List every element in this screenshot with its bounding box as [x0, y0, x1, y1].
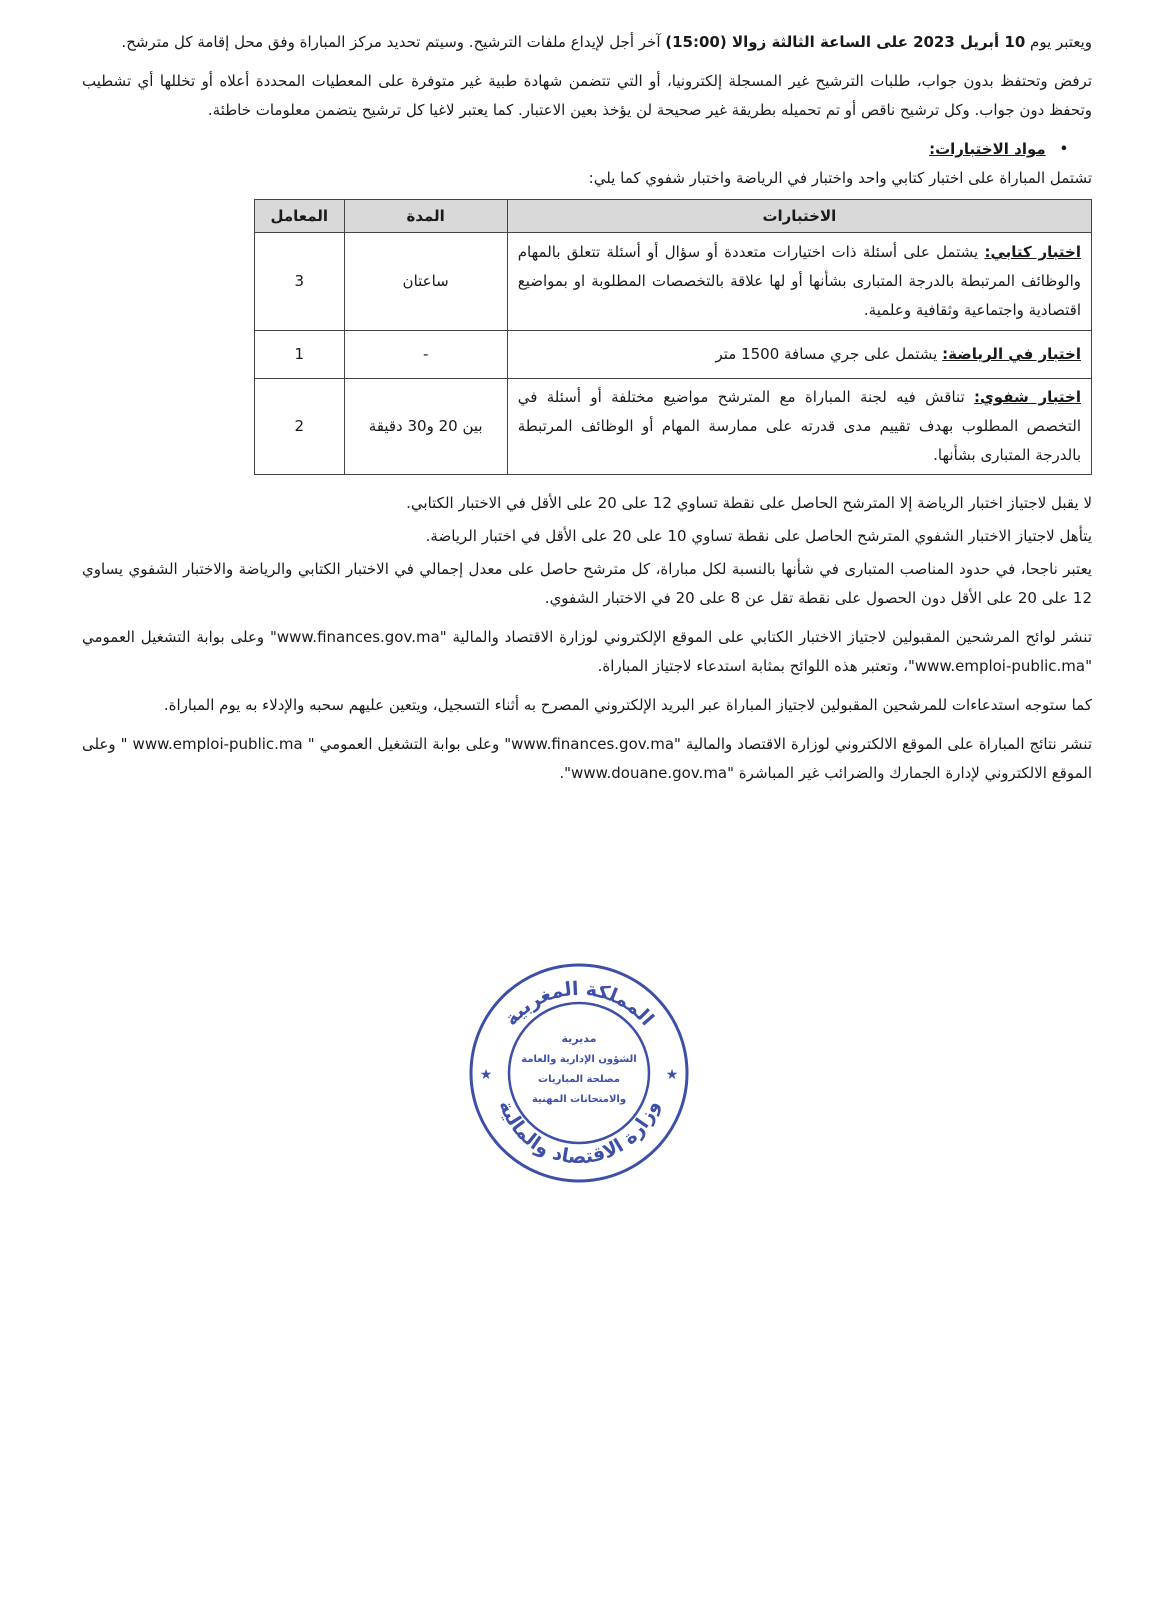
exam-text: يشتمل على أسئلة ذات اختيارات متعددة أو سؤال أو أسئلة تتعلق بالمهام والوظائف المرتبطة بالدرجة المتبارى بشأنها أو لها علاقة بالتخصصات المطلوبة او بمواضيع اقتصادية واجتماعية وثقافية وعلمية. [517, 243, 1081, 319]
finances-url-link[interactable]: www.finances.gov.ma [276, 628, 440, 646]
section-intro: تشتمل المباراة على اختبار كتابي واحد واختبار في الرياضة واختبار شفوي كما يلي: [588, 169, 1092, 187]
stamp-outer-bottom: وزارة الاقتصاد والمالية [494, 1097, 664, 1169]
exam-text: يشتمل على جري مسافة 1500 متر [715, 345, 943, 363]
exam-description [507, 331, 1091, 379]
header-duration: المدة [344, 200, 507, 233]
exams-table [254, 199, 1092, 475]
stamp-line-3: مصلحة المباريات [538, 1074, 620, 1085]
star-icon: ★ [665, 1067, 679, 1083]
exam-label: اختبار في الرياضة: [942, 345, 1081, 363]
stamp-inner-ring [509, 1003, 649, 1143]
exam-duration: - [344, 331, 507, 379]
convocations-paragraph: كما ستوجه استدعاءات للمرشحين المقبولين لاجتياز المباراة عبر البريد الإلكتروني المصرح به أثناء التسجيل، ويتعين عليهم سحبه والإدلاء به يوم المباراة. [163, 696, 1092, 714]
exam-description [507, 233, 1091, 331]
stamp-line-1: مديرية [561, 1032, 597, 1045]
deadline-prefix: ويعتبر يوم [1025, 33, 1092, 51]
results-text: " وعلى الموقع الالكتروني لإدارة الجمارك والضرائب غير المباشرة " [82, 735, 1092, 782]
lists-text: "، وتعتبر هذه اللوائح بمثابة استدعاء لاجتياز المباراة. [597, 657, 915, 675]
section-heading [82, 135, 1092, 164]
lists-publication-paragraph [82, 623, 1092, 681]
table-row [255, 331, 1092, 379]
lists-text: تنشر لوائح المرشحين المقبولين لاجتياز الاختبار الكتابي على الموقع الإلكتروني لوزارة الاقتصاد والمالية " [439, 628, 1092, 646]
oral-access-rule: يتأهل لاجتياز الاختبار الشفوي المترشح الحاصل على نقطة تساوي 10 على 20 على الأقل في اختبار الرياضة. [425, 527, 1092, 545]
exam-coefficient: 3 [255, 233, 345, 331]
deadline-paragraph [82, 28, 1092, 57]
lists-text: " وعلى بوابة التشغيل العمومي " [82, 628, 1092, 675]
table-header-row [255, 200, 1092, 233]
results-text: " وعلى بوابة التشغيل العمومي " [302, 735, 512, 753]
stamp-line-2: الشؤون الإدارية والعامة [521, 1054, 637, 1065]
exam-label: اختبار كتابي: [984, 243, 1081, 261]
exam-text: تناقش فيه لجنة المباراة مع المترشح مواضيع مختلفة أو أسئلة في التخصص المطلوب بهدف تقييم مدى قدرته على ممارسة المهام أو الوظائف المرتبطة بالدرجة المتبارى بشأنها. [517, 388, 1081, 464]
stamp-line-4: والامتحانات المهنية [531, 1094, 627, 1105]
header-coefficient: المعامل [255, 200, 345, 233]
results-text: تنشر نتائج المباراة على الموقع الالكتروني لوزارة الاقتصاد والمالية " [674, 735, 1092, 753]
rejection-paragraph: ترفض وتحتفظ بدون جواب، طلبات الترشيح غير المسجلة إلكترونيا، أو التي تتضمن شهادة طبية غير متوفرة على المعطيات المحددة أعلاه أو تخللها أي تشطيب وتحفظ دون جواب. وكل ترشيح ناقص أو تم تحميله بطريقة غير صحيحة لن يؤخذ بعين الاعتبار. كما يعتبر لاغيا كل ترشيح يتضمن معلومات خاطئة. [82, 72, 1092, 119]
douane-url-link[interactable]: www.douane.gov.ma [571, 764, 728, 782]
exam-duration: بين 20 و30 دقيقة [344, 379, 507, 475]
emploi-url-link[interactable]: www.emploi-public.ma [914, 657, 1086, 675]
bullet-icon: • [1059, 142, 1068, 157]
success-rule: يعتبر ناجحا، في حدود المناصب المتبارى في شأنها بالنسبة لكل مباراة، كل مترشح حاصل على معدل إجمالي في الاختبار الكتابي والرياضة والاختبار الشفوي يساوي 12 على 20 على الأقل دون الحصول على نقطة تقل عن 8 على 20 في الاختبار الشفوي. [82, 560, 1092, 607]
exam-coefficient: 1 [255, 331, 345, 379]
deadline-suffix: آخر أجل لإيداع ملفات الترشيح. وسيتم تحديد مركز المباراة وفق محل إقامة كل مترشح. [121, 33, 666, 51]
exam-coefficient: 2 [255, 379, 345, 475]
table-row [255, 233, 1092, 331]
table-row [255, 379, 1092, 475]
results-publication-paragraph [82, 730, 1092, 788]
deadline-date: 10 أبريل 2023 على الساعة الثالثة زوالا (15:00) [665, 33, 1026, 51]
official-stamp [466, 960, 692, 1186]
exam-duration: ساعتان [344, 233, 507, 331]
exam-label: اختبار شفوي: [974, 388, 1081, 406]
stamp-outer-top: المملكة المغربية [500, 977, 659, 1030]
results-text: ". [559, 764, 572, 782]
header-exams: الاختبارات [507, 200, 1091, 233]
emploi-url-link[interactable]: www.emploi-public.ma [132, 735, 303, 753]
document-page [82, 28, 1092, 798]
rules-block [82, 489, 1092, 613]
sport-access-rule: لا يقبل لاجتياز اختبار الرياضة إلا المترشح الحاصل على نقطة تساوي 12 على 20 على الأقل في الاختبار الكتابي. [406, 494, 1092, 512]
exam-description [507, 379, 1091, 475]
finances-url-link[interactable]: www.finances.gov.ma [511, 735, 675, 753]
star-icon: ★ [479, 1067, 493, 1083]
section-title: مواد الاختبارات: [929, 140, 1046, 158]
